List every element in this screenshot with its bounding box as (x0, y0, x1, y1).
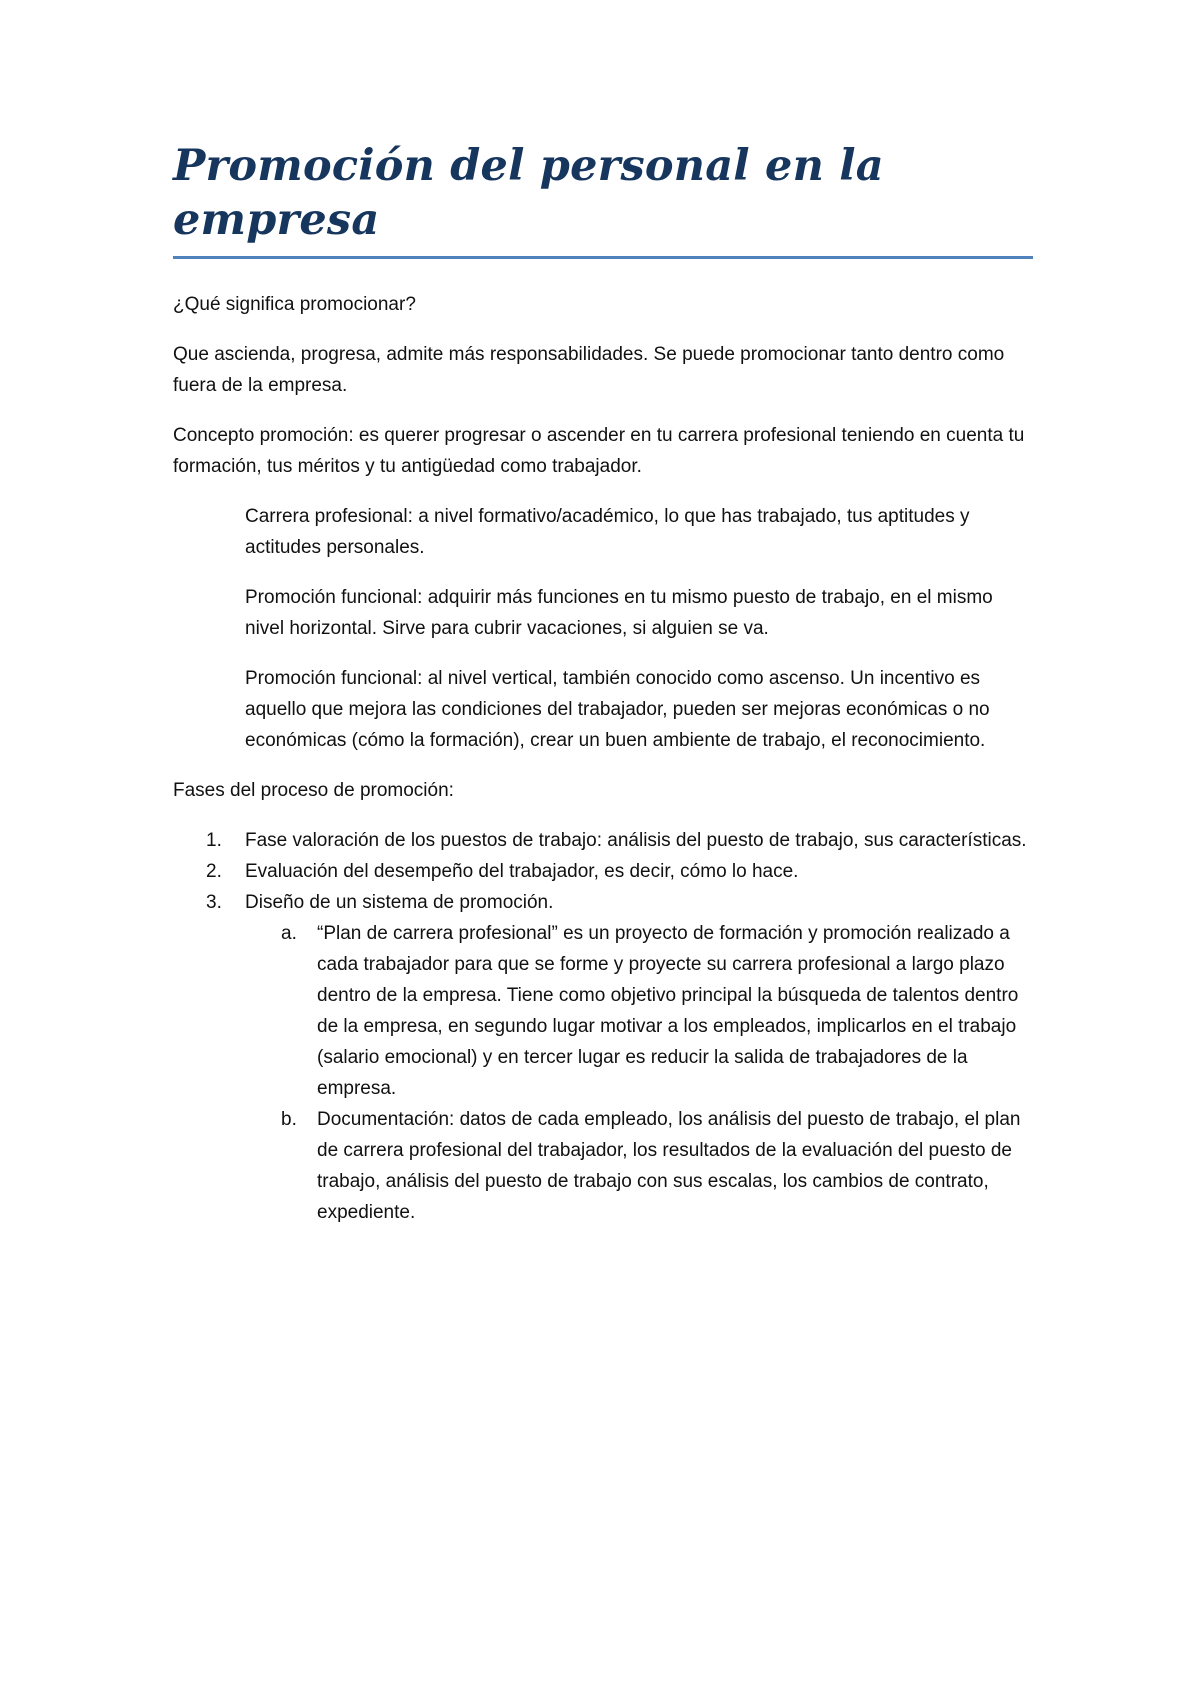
sub-list-letter: b. (281, 1108, 297, 1130)
sub-list-letter: a. (281, 922, 297, 944)
sub-list (245, 918, 1033, 1228)
sub-list-item (245, 918, 1033, 1104)
page-title: Promoción del personal en la empresa (173, 140, 1033, 259)
phases-list (173, 825, 1033, 1228)
horizontal-promotion-paragraph: Promoción funcional: adquirir más funciones en tu mismo puesto de trabajo, en el mismo nivel horizontal. Sirve para cubrir vacaciones, si alguien se va. (245, 586, 993, 639)
sub-list-item-text: Documentación: datos de cada empleado, los análisis del puesto de trabajo, el plan de carrera profesional del trabajador, los resultados de la evaluación del puesto de trabajo, análisis del puesto de trabajo con sus escalas, los cambios de contrato, expediente. (317, 1108, 1021, 1223)
sub-list-item (245, 1104, 1033, 1228)
concept-paragraph: Concepto promoción: es querer progresar o ascender en tu carrera profesional teniendo en cuenta tu formación, tus méritos y tu antigüedad como trabajador. (173, 424, 1025, 477)
list-item-text: Evaluación del desempeño del trabajador, es decir, cómo lo hace. (245, 860, 799, 882)
phases-heading: Fases del proceso de promoción: (173, 779, 454, 801)
career-paragraph: Carrera profesional: a nivel formativo/académico, lo que has trabajado, tus aptitudes y actitudes personales. (245, 505, 970, 558)
list-number: 3. (206, 891, 222, 913)
sub-list-item-text: “Plan de carrera profesional” es un proyecto de formación y promoción realizado a cada trabajador para que se forme y proyecte su carrera profesional a largo plazo dentro de la empresa. Tiene como objetivo principal la búsqueda de talentos dentro de la empresa, en segundo lugar motivar a los empleados, implicarlos en el trabajo (salario emocional) y en tercer lugar es reducir la salida de trabajadores de la empresa. (317, 922, 1019, 1099)
list-number: 2. (206, 860, 222, 882)
list-item (173, 856, 1033, 887)
list-item-text: Diseño de un sistema de promoción. (245, 891, 554, 913)
document-page (173, 140, 1033, 1228)
list-number: 1. (206, 829, 222, 851)
question-text: ¿Qué significa promocionar? (173, 293, 416, 315)
list-item (173, 887, 1033, 1228)
list-item-text: Fase valoración de los puestos de trabajo: análisis del puesto de trabajo, sus características. (245, 829, 1027, 851)
definition-paragraph: Que ascienda, progresa, admite más responsabilidades. Se puede promocionar tanto dentro como fuera de la empresa. (173, 343, 1005, 396)
vertical-promotion-paragraph: Promoción funcional: al nivel vertical, también conocido como ascenso. Un incentivo es aquello que mejora las condiciones del trabajador, pueden ser mejoras económicas o no económicas (cómo la formación), crear un buen ambiente de trabajo, el reconocimiento. (245, 667, 990, 751)
list-item (173, 825, 1033, 856)
